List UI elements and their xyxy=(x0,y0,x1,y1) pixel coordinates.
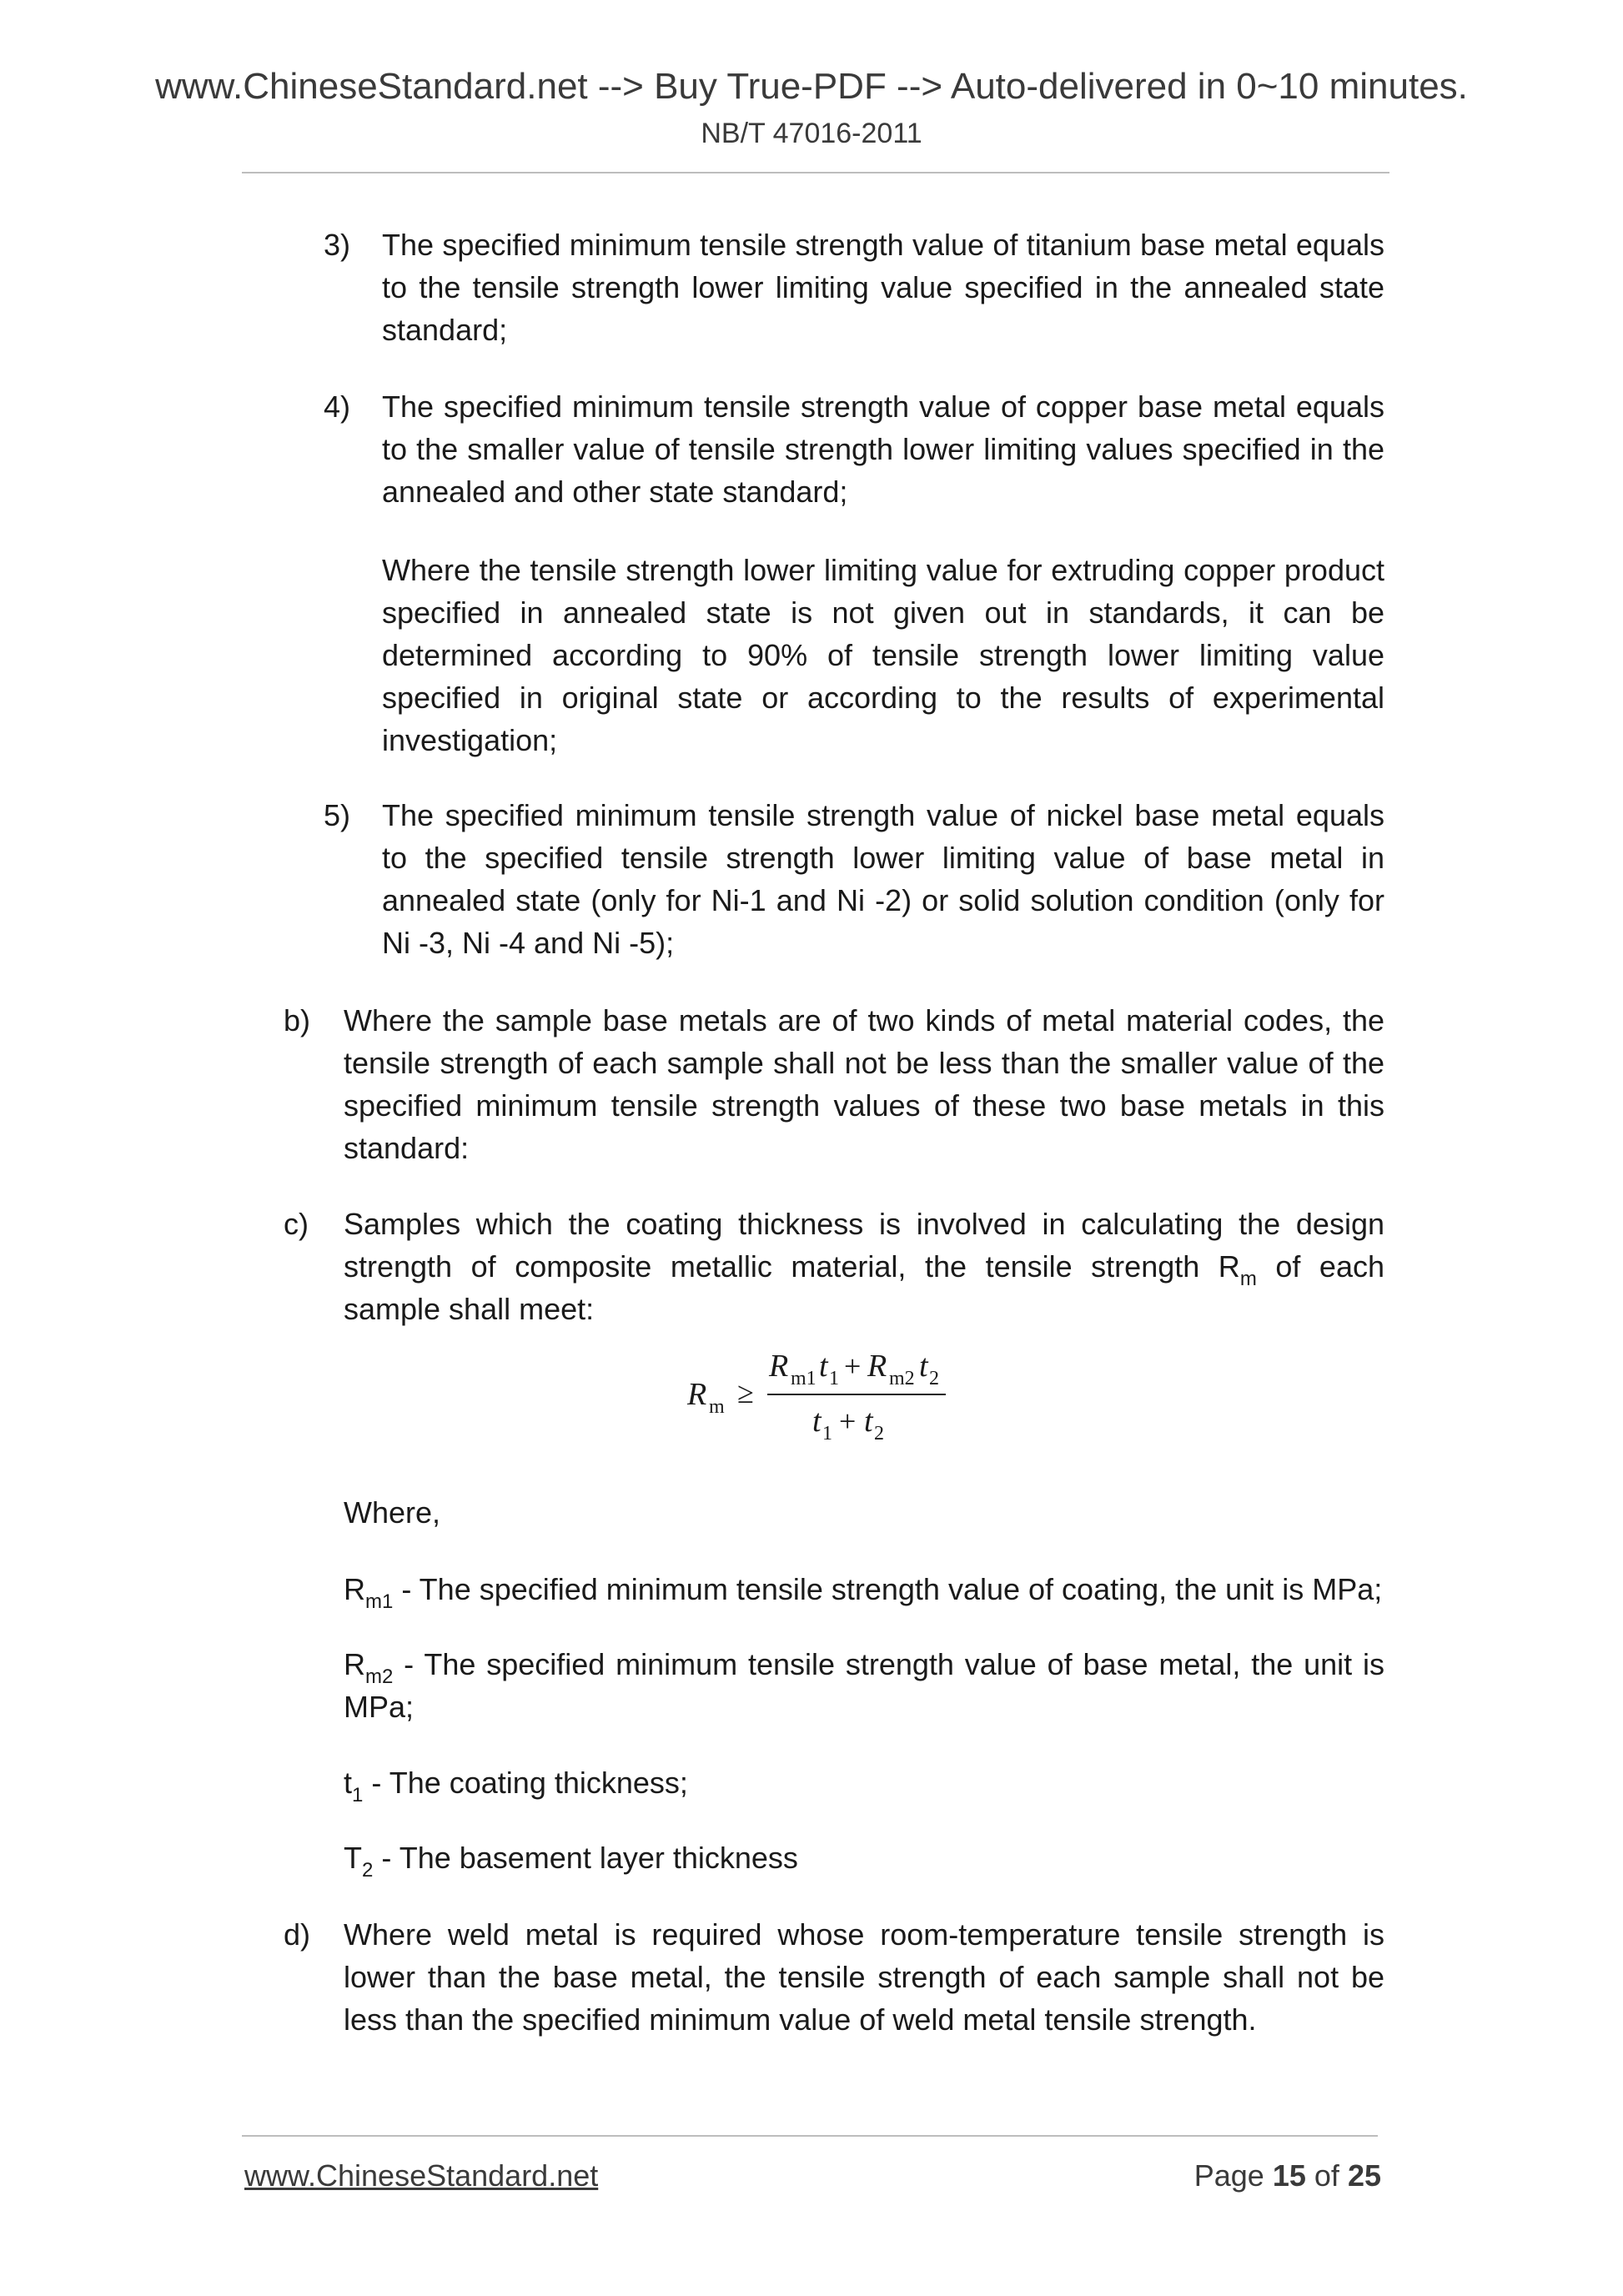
list-item-c xyxy=(344,1203,1384,1330)
header-divider xyxy=(242,172,1389,173)
formula-den-t2: t xyxy=(864,1404,873,1439)
page-current: 15 xyxy=(1272,2158,1306,2193)
item-c-sub: m xyxy=(1239,1268,1257,1290)
standard-code: NB/T 47016-2011 xyxy=(701,118,922,149)
formula-plus-num: + xyxy=(844,1349,862,1383)
t1-subscript: 1 xyxy=(352,1784,364,1806)
formula-plus-den: + xyxy=(839,1404,857,1438)
list-marker-3: 3) xyxy=(324,228,351,262)
t2-subscript: 2 xyxy=(362,1859,374,1882)
formula-num-r2-sub: m2 xyxy=(889,1368,915,1389)
definition-t2 xyxy=(344,1836,1384,1882)
list-marker-5: 5) xyxy=(324,798,351,832)
formula-den-t1: t xyxy=(812,1404,822,1439)
list-marker-d: d) xyxy=(284,1917,311,1952)
formula-num-r2: R xyxy=(867,1349,887,1384)
t1-symbol: t xyxy=(344,1766,353,1800)
item-c-text-before: Samples which the coating thickness is involved in calculating the design strength of composite metallic material, the tensile strength R xyxy=(344,1207,1384,1284)
formula-lhs-sub: m xyxy=(709,1396,725,1418)
list-marker-c: c) xyxy=(284,1207,309,1241)
list-marker-4: 4) xyxy=(324,389,351,424)
definition-t1 xyxy=(344,1761,1384,1804)
t2-text: - The basement layer thickness xyxy=(373,1841,798,1875)
page-label: Page xyxy=(1193,2158,1264,2193)
formula-den-t2-sub: 2 xyxy=(874,1423,884,1444)
formula-num-r1-sub: m1 xyxy=(791,1368,817,1389)
footer-site-link[interactable]: www.ChineseStandard.net xyxy=(244,2158,599,2193)
list-item-5: The specified minimum tensile strength value of nickel base metal equals to the specified tensile strength lower limiting value of base metal in annealed state (only for Ni-1 and Ni -2) or solid solution condition (only for Ni -3, Ni -4 and Ni -5); xyxy=(382,798,1384,960)
footer-divider xyxy=(242,2135,1378,2137)
page-indicator xyxy=(1184,2158,1381,2193)
formula-lhs: R xyxy=(687,1377,707,1412)
header-banner: www.ChineseStandard.net --> Buy True-PDF --> Auto-delivered in 0~10 minutes. xyxy=(155,66,1468,107)
list-item-4: The specified minimum tensile strength value of copper base metal equals to the smaller value of tensile strength lower limiting values specified in the annealed and other state standard; xyxy=(382,389,1384,509)
list-item-b: Where the sample base metals are of two kinds of metal material codes, the tensile strength of each sample shall not be less than the smaller value of the specified minimum tensile strength values of these two base metals in this standard: xyxy=(344,1003,1384,1165)
rm2-subscript: m2 xyxy=(365,1665,394,1688)
rm1-text: - The specified minimum tensile strength value of coating, the unit is MPa; xyxy=(393,1572,1383,1606)
formula-den-t1-sub: 1 xyxy=(822,1423,832,1444)
list-item-4-note: Where the tensile strength lower limiting value for extruding copper product specified in annealed state is not given out in standards, it can be determined according to 90% of tensile strength lower limiting value specified in original state or according to the results of experimental investigation; xyxy=(382,553,1384,757)
page-total: 25 xyxy=(1347,2158,1381,2193)
tensile-strength-formula xyxy=(0,1334,1623,1451)
definition-rm2 xyxy=(344,1643,1384,1728)
list-item-d: Where weld metal is required whose room-temperature tensile strength is lower than the base metal, the tensile strength of each sample shall not be less than the specified minimum value of weld metal tensile strength. xyxy=(344,1917,1384,2037)
formula-num-r1: R xyxy=(769,1349,789,1384)
page-of: of xyxy=(1314,2158,1339,2193)
rm2-symbol: R xyxy=(344,1647,365,1681)
rm2-text: - The specified minimum tensile strength value of base metal, the unit is MPa; xyxy=(344,1647,1384,1724)
list-item-3: The specified minimum tensile strength value of titanium base metal equals to the tensile strength lower limiting value specified in the annealed state standard; xyxy=(382,228,1384,347)
formula-graphic xyxy=(667,1334,967,1451)
list-marker-b: b) xyxy=(284,1003,311,1037)
rm1-subscript: m1 xyxy=(365,1590,394,1613)
formula-num-t2-sub: 2 xyxy=(929,1368,939,1389)
rm1-symbol: R xyxy=(344,1572,365,1606)
definition-rm1 xyxy=(344,1568,1384,1613)
formula-relation: ≥ xyxy=(737,1376,754,1409)
formula-num-t1: t xyxy=(819,1349,828,1384)
item-c-text-after: of each sample shall meet: xyxy=(344,1249,1384,1326)
formula-num-t2: t xyxy=(919,1349,928,1384)
formula-num-t1-sub: 1 xyxy=(829,1368,839,1389)
where-label: Where, xyxy=(344,1495,441,1530)
t2-symbol: T xyxy=(344,1841,362,1875)
t1-text: - The coating thickness; xyxy=(363,1766,688,1800)
